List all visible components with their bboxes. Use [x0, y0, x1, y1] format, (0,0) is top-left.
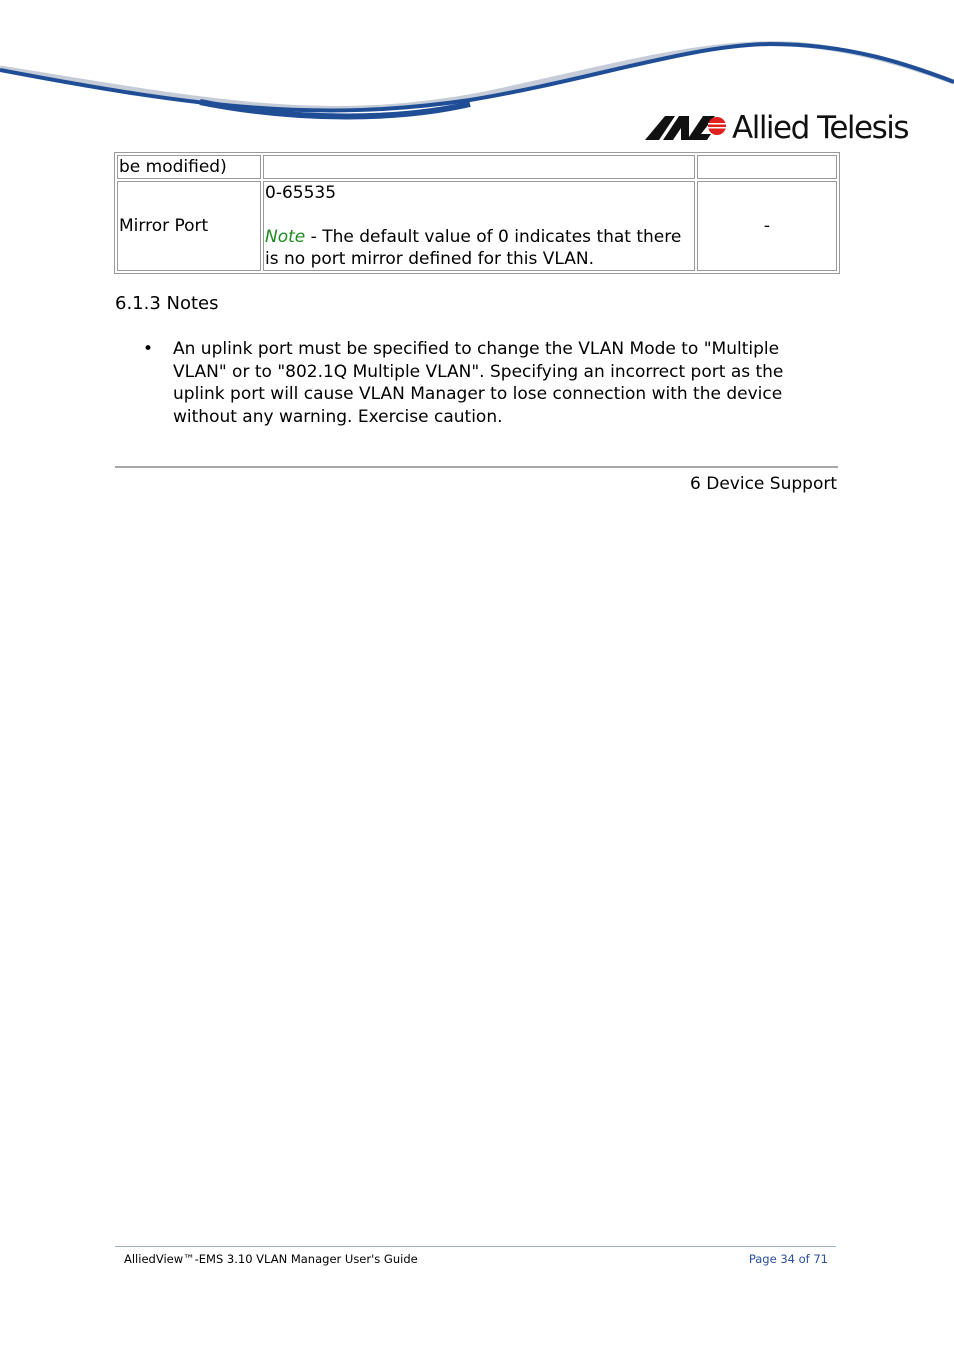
- notes-list: [115, 338, 835, 428]
- table-cell: [263, 155, 695, 179]
- table-cell: [263, 181, 695, 271]
- table-cell: Mirror Port: [117, 181, 261, 271]
- note-label: Note: [265, 227, 306, 247]
- logo-wordmark: Allied Telesis: [732, 110, 908, 146]
- value-range: 0-65535: [265, 183, 337, 203]
- table-row: [117, 155, 837, 179]
- footer-divider: [115, 1246, 836, 1247]
- parameter-table: [114, 152, 840, 274]
- allied-telesis-logo-icon: [645, 108, 729, 148]
- table-cell: -: [697, 181, 837, 271]
- note-text: - The default value of 0 indicates that there is no port mirror defined for this VLAN.: [265, 227, 682, 269]
- bullet-icon: •: [143, 339, 154, 359]
- table-cell: [697, 155, 837, 179]
- allied-telesis-logo: [645, 108, 908, 148]
- section-heading: 6.1.3 Notes: [115, 293, 219, 314]
- footer-page-number: Page 34 of 71: [748, 1252, 828, 1266]
- section-divider: [115, 466, 838, 468]
- list-item: [115, 338, 835, 428]
- list-item-text: An uplink port must be specified to change the VLAN Mode to "Multiple VLAN" or to "802.1Q Multiple VLAN". Specifying an incorrect port as the uplink port will cause VLAN Manager to lose connection with the device without any warning. Exercise caution.: [173, 339, 784, 427]
- table-cell: be modified): [117, 155, 261, 179]
- chapter-label: 6 Device Support: [690, 474, 837, 494]
- table-row: [117, 181, 837, 271]
- footer-document-title: AlliedView™-EMS 3.10 VLAN Manager User's Guide: [124, 1252, 418, 1266]
